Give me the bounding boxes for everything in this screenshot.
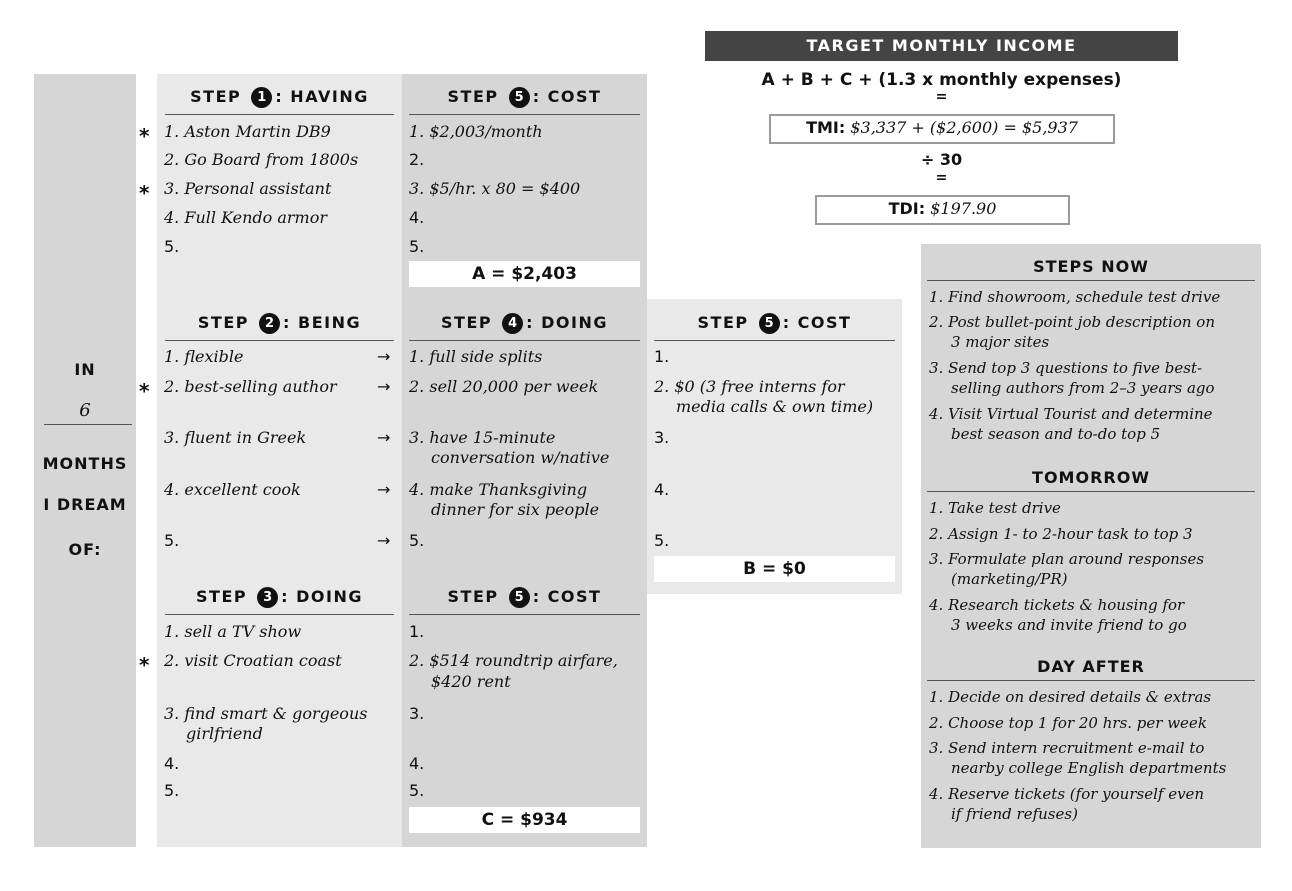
tomorrow-item: (marketing/PR) — [951, 570, 1068, 588]
being-cost-item: 4. — [654, 480, 670, 499]
arrow-icon: → — [377, 377, 391, 396]
priority-star: * — [139, 181, 150, 205]
having-item: 3. Personal assistant — [164, 179, 332, 198]
being-title-suffix: : BEING — [283, 313, 362, 332]
being-cost-item: 5. — [654, 531, 670, 550]
priority-star: * — [139, 124, 150, 148]
being-cost-item: media calls & own time) — [676, 397, 874, 416]
step-4-badge: 4 — [502, 313, 523, 334]
being-rule — [165, 340, 394, 341]
being-doing-rule — [409, 340, 640, 341]
target-income-header: TARGET MONTHLY INCOME — [705, 31, 1178, 61]
arrow-icon: → — [377, 347, 391, 366]
being-item: 2. best-selling author — [164, 377, 337, 396]
total-b: B = $0 — [654, 556, 895, 582]
being-cost-title — [647, 313, 902, 334]
doing-cost-item: 3. — [409, 704, 425, 723]
day-after-item: if friend refuses) — [951, 805, 1078, 823]
step-5-badge: 5 — [759, 313, 780, 334]
having-cost-rule — [409, 114, 640, 115]
tomorrow-item: 1. Take test drive — [929, 499, 1061, 517]
doing-cost-rule — [409, 614, 640, 615]
doing-cost-item: 4. — [409, 754, 425, 773]
timeframe-i-dream: I DREAM — [43, 495, 127, 514]
tdi-value: $197.90 — [930, 199, 997, 218]
being-doing-item: dinner for six people — [431, 500, 600, 519]
arrow-icon: → — [377, 531, 391, 550]
being-cost-title-prefix: STEP — [697, 313, 749, 332]
doing-item: girlfriend — [186, 724, 263, 743]
day-after-item: nearby college English departments — [951, 759, 1227, 777]
having-item: 1. Aston Martin DB9 — [164, 122, 331, 141]
tmi-value: $3,337 + ($2,600) = $5,937 — [850, 118, 1078, 137]
step-1-badge: 1 — [251, 87, 272, 108]
day-after-item: 2. Choose top 1 for 20 hrs. per week — [929, 714, 1207, 732]
doing-cost-item: 2. $514 roundtrip airfare, — [409, 651, 618, 670]
timeframe-months: MONTHS — [42, 454, 128, 473]
being-doing-item: conversation w/native — [431, 448, 610, 467]
being-cost-background — [647, 299, 902, 594]
being-title-prefix: STEP — [197, 313, 249, 332]
timeframe-in: IN — [74, 360, 96, 379]
having-item: 5. — [164, 237, 180, 256]
being-cost-title-suffix: : COST — [782, 313, 852, 332]
tomorrow-item: 3 weeks and invite friend to go — [951, 616, 1187, 634]
doing-item: 2. visit Croatian coast — [164, 651, 342, 670]
arrow-icon: → — [377, 480, 391, 499]
steps-now-item: selling authors from 2–3 years ago — [951, 379, 1215, 397]
having-cost-item: 5. — [409, 237, 425, 256]
steps-now-item: 3 major sites — [951, 333, 1050, 351]
timeframe-divider — [44, 424, 132, 425]
being-item: 1. flexible — [164, 347, 244, 366]
being-title — [157, 313, 402, 334]
doing-title — [157, 587, 402, 608]
day-after-title: DAY AFTER — [1037, 657, 1145, 676]
tomorrow-item: 2. Assign 1- to 2-hour task to top 3 — [929, 525, 1193, 543]
steps-now-item: 3. Send top 3 questions to five best- — [929, 359, 1203, 377]
having-item: 4. Full Kendo armor — [164, 208, 327, 227]
doing-title-suffix: : DOING — [281, 587, 363, 606]
total-a: A = $2,403 — [409, 261, 640, 287]
tomorrow-title: TOMORROW — [1032, 468, 1150, 487]
being-cost-item: 2. $0 (3 free interns for — [654, 377, 845, 396]
step-5-badge: 5 — [509, 587, 530, 608]
tomorrow-item: 3. Formulate plan around responses — [929, 550, 1205, 568]
tdi-box — [815, 195, 1070, 225]
timeframe-column — [34, 74, 136, 847]
having-cost-title — [402, 87, 647, 108]
doing-item: 5. — [164, 781, 180, 800]
being-doing-item: 3. have 15-minute — [409, 428, 556, 447]
timeframe-of: OF: — [68, 540, 102, 559]
steps-now-title: STEPS NOW — [1033, 257, 1149, 276]
having-title-prefix: STEP — [190, 87, 242, 106]
being-item: 3. fluent in Greek — [164, 428, 307, 447]
doing-rule — [165, 614, 394, 615]
day-after-rule — [927, 680, 1255, 681]
steps-now-item: 1. Find showroom, schedule test drive — [929, 288, 1221, 306]
being-cost-rule — [654, 340, 895, 341]
doing-item: 4. — [164, 754, 180, 773]
steps-now-item: 4. Visit Virtual Tourist and determine — [929, 405, 1213, 423]
total-c: C = $934 — [409, 807, 640, 833]
step-5-badge: 5 — [509, 87, 530, 108]
being-doing-item: 1. full side splits — [409, 347, 543, 366]
income-formula: A + B + C + (1.3 x monthly expenses) — [761, 70, 1122, 90]
tmi-label: TMI: — [806, 118, 846, 137]
tdi-label: TDI: — [888, 199, 926, 218]
doing-cost-item: 5. — [409, 781, 425, 800]
being-item: 4. excellent cook — [164, 480, 301, 499]
equals-sign: = — [935, 89, 948, 105]
having-cost-item: 2. — [409, 150, 425, 169]
having-item: 2. Go Board from 1800s — [164, 150, 359, 169]
having-cost-title-prefix: STEP — [447, 87, 499, 106]
doing-cost-title — [402, 587, 647, 608]
day-after-item: 4. Reserve tickets (for yourself even — [929, 785, 1205, 803]
day-after-item: 3. Send intern recruitment e-mail to — [929, 739, 1205, 757]
priority-star: * — [139, 379, 150, 403]
timeframe-number: 6 — [79, 400, 91, 421]
tomorrow-item: 4. Research tickets & housing for — [929, 596, 1185, 614]
steps-now-rule — [927, 280, 1255, 281]
step-2-badge: 2 — [259, 313, 280, 334]
action-steps-panel — [921, 244, 1261, 848]
having-cost-item: 4. — [409, 208, 425, 227]
priority-star: * — [139, 653, 150, 677]
having-cost-title-suffix: : COST — [532, 87, 602, 106]
being-cost-item: 1. — [654, 347, 670, 366]
being-doing-title — [402, 313, 647, 334]
step-3-badge: 3 — [257, 587, 278, 608]
equals-sign: = — [935, 170, 948, 186]
having-cost-item: 3. $5/hr. x 80 = $400 — [409, 179, 581, 198]
day-after-item: 1. Decide on desired details & extras — [929, 688, 1212, 706]
doing-item: 3. find smart & gorgeous — [164, 704, 368, 723]
doing-item: 1. sell a TV show — [164, 622, 302, 641]
tomorrow-rule — [927, 491, 1255, 492]
being-doing-title-prefix: STEP — [441, 313, 493, 332]
being-item: 5. — [164, 531, 180, 550]
doing-cost-title-suffix: : COST — [532, 587, 602, 606]
being-doing-item: 5. — [409, 531, 425, 550]
arrow-icon: → — [377, 428, 391, 447]
tmi-box — [769, 114, 1115, 144]
having-cost-item: 1. $2,003/month — [409, 122, 543, 141]
doing-cost-title-prefix: STEP — [447, 587, 499, 606]
having-title — [157, 87, 402, 108]
being-doing-title-suffix: : DOING — [526, 313, 608, 332]
doing-cost-item: $420 rent — [431, 672, 511, 691]
steps-now-item: best season and to-do top 5 — [951, 425, 1161, 443]
divide-by-thirty: ÷ 30 — [920, 150, 963, 169]
steps-now-item: 2. Post bullet-point job description on — [929, 313, 1215, 331]
doing-title-prefix: STEP — [196, 587, 248, 606]
having-rule — [165, 114, 394, 115]
being-doing-item: 4. make Thanksgiving — [409, 480, 588, 499]
being-doing-item: 2. sell 20,000 per week — [409, 377, 599, 396]
doing-cost-item: 1. — [409, 622, 425, 641]
being-cost-item: 3. — [654, 428, 670, 447]
having-title-suffix: : HAVING — [275, 87, 369, 106]
